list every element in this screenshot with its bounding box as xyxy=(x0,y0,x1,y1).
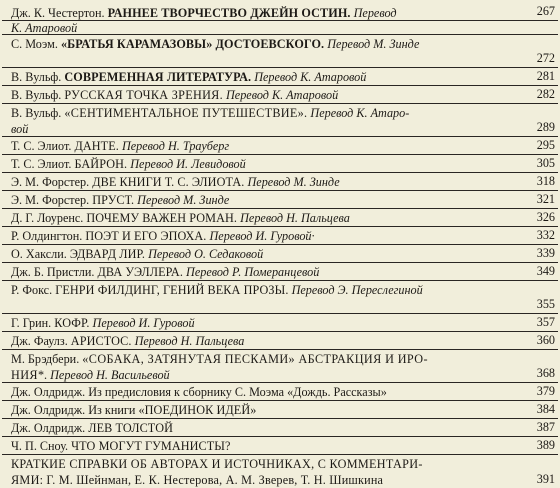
entry-title: КРАТКИЕ СПРАВКИ ОБ АВТОРАХ И ИСТОЧНИКАХ, С КОММЕНТАРИ- xyxy=(11,457,423,471)
entry-page: 332 xyxy=(536,228,555,242)
entry-line xyxy=(11,138,522,154)
entry-page: 282 xyxy=(536,87,555,101)
entry-page: 379 xyxy=(536,384,555,398)
entry-page: 389 xyxy=(536,438,555,452)
entry-title: «СЕНТИМЕНТАЛЬНОЕ ПУТЕШЕСТВИЕ». xyxy=(64,106,308,120)
entry-author: С. Моэм. xyxy=(11,37,58,51)
entry-translator-continued: К. Атаровой xyxy=(11,21,78,35)
entry-title: «СОБАКА, ЗАТЯНУТАЯ ПЕСКАМИ» АБСТРАКЦИЯ И ИРО- xyxy=(82,352,428,366)
entry-line xyxy=(11,156,522,172)
entry-title: РАННЕЕ ТВОРЧЕСТВО ДЖЕЙН ОСТИН. xyxy=(107,6,351,20)
toc-entry xyxy=(2,173,558,191)
entry-text: Из предисловия к сборнику С. Моэма «Дождь. Рассказы» xyxy=(88,385,387,399)
table-of-contents xyxy=(2,0,558,488)
entry-line xyxy=(11,333,522,349)
entry-translator: Перевод К. Атаровой xyxy=(226,88,339,102)
entry-title: ДВЕ КНИГИ Т. С. ЭЛИОТА. xyxy=(92,175,245,189)
entry-translator: Перевод М. Зинде xyxy=(137,193,230,207)
entry-title: КОФР. xyxy=(54,316,90,330)
entry-translator: Перевод К. Атаро- xyxy=(310,106,410,120)
entry-line-2 xyxy=(11,367,522,383)
entry-page: 368 xyxy=(536,366,555,380)
entry-line xyxy=(11,402,522,418)
toc-entry xyxy=(2,104,558,137)
toc-entry xyxy=(2,0,558,35)
entry-line xyxy=(11,105,522,121)
row-spacer xyxy=(2,21,558,35)
entry-author: Дж. Б. Пристли. xyxy=(11,265,95,279)
entry-author: Дж. Фаулз. xyxy=(11,334,68,348)
entry-title: ЭДВАРД ЛИР. xyxy=(69,247,146,261)
toc-entry xyxy=(2,263,558,281)
entry-page: 272 xyxy=(536,51,555,65)
entry-title: РУССКАЯ ТОЧКА ЗРЕНИЯ. xyxy=(64,88,223,102)
entry-title: ЧТО МОГУТ ГУМАНИСТЫ? xyxy=(71,439,231,453)
entry-page: 289 xyxy=(536,120,555,134)
entry-line-2 xyxy=(11,20,77,36)
entry-title: ДВА УЭЛЛЕРА. xyxy=(97,265,183,279)
entry-author: О. Хаксли. xyxy=(11,247,67,261)
entry-line-2 xyxy=(11,472,522,488)
toc-entry xyxy=(2,437,558,455)
toc-entry xyxy=(2,86,558,104)
entry-author: Э. М. Форстер. xyxy=(11,175,90,189)
entry-title: БАЙРОН. xyxy=(74,157,128,171)
toc-entry xyxy=(2,68,558,86)
entry-line xyxy=(11,246,522,262)
entry-translator: Перевод Н. Пальцева xyxy=(134,334,245,348)
entry-translator: Перевод О. Седаковой xyxy=(148,247,264,261)
entry-line xyxy=(11,69,522,85)
entry-title: ГЕНРИ ФИЛДИНГ, ГЕНИЙ ВЕКА ПРОЗЫ. xyxy=(55,283,289,297)
toc-entry xyxy=(2,281,558,314)
entry-page: 267 xyxy=(536,4,555,18)
entry-line xyxy=(11,420,522,436)
entry-translator: Перевод И. Левидовой xyxy=(130,157,246,171)
entry-page: 321 xyxy=(536,192,555,206)
entry-author: В. Вульф. xyxy=(11,70,62,84)
entry-author: Ч. П. Сноу. xyxy=(11,439,69,453)
entry-page: 339 xyxy=(536,246,555,260)
footnote-mark: *. xyxy=(37,368,48,382)
entry-translator: Перевод Э. Переслегиной xyxy=(291,283,423,297)
entry-translator: Перевод М. Зинде xyxy=(247,175,340,189)
entry-text: Из книги xyxy=(88,403,136,417)
toc-entry xyxy=(2,137,558,155)
entry-title: ПОЭТ И ЕГО ЭПОХА. xyxy=(85,229,207,243)
toc-entry xyxy=(2,209,558,227)
entry-author: Дж. Олдридж. xyxy=(11,403,86,417)
entry-line xyxy=(11,87,522,103)
entry-compilers: Г. М. Шейнман, Е. К. Нестерова, А. М. Зверев, Т. Н. Шишкина xyxy=(46,473,384,487)
entry-author: Г. Грин. xyxy=(11,316,52,330)
entry-title: «БРАТЬЯ КАРАМАЗОВЫ» ДОСТОЕВСКОГО. xyxy=(60,37,325,51)
entry-page: 326 xyxy=(536,210,555,224)
entry-page: 384 xyxy=(536,402,555,416)
entry-translator: Перевод Р. Померанцевой xyxy=(186,265,320,279)
entry-page: 355 xyxy=(536,297,555,311)
entry-title: ПРУСТ. xyxy=(92,193,135,207)
entry-line-2 xyxy=(11,121,522,137)
entry-page: 349 xyxy=(536,264,555,278)
entry-page: 360 xyxy=(536,333,555,347)
toc-entry xyxy=(2,35,558,68)
entry-title: «ПОЕДИНОК ИДЕЙ» xyxy=(138,403,257,417)
entry-line xyxy=(11,210,522,226)
entry-author: Р. Олдингтон. xyxy=(11,229,83,243)
entry-title: ДАНТЕ. xyxy=(74,139,119,153)
toc-entry xyxy=(2,455,558,488)
toc-entry xyxy=(2,332,558,350)
entry-title: ПОЧЕМУ ВАЖЕН РОМАН. xyxy=(86,211,238,225)
entry-translator: Перевод М. Зинде xyxy=(327,37,420,51)
entry-author: Э. М. Форстер. xyxy=(11,193,90,207)
entry-author: В. Вульф. xyxy=(11,88,62,102)
toc-entry xyxy=(2,191,558,209)
entry-page: 357 xyxy=(536,315,555,329)
entry-author: Т. С. Элиот. xyxy=(11,139,72,153)
entry-line xyxy=(11,174,522,190)
entry-author: Р. Фокс. xyxy=(11,283,53,297)
entry-translator: Перевод xyxy=(353,6,397,20)
entry-author: Дж. Олдридж. xyxy=(11,421,86,435)
entry-title: АРИСТОС. xyxy=(70,334,132,348)
entry-line xyxy=(11,438,522,454)
entry-page: 391 xyxy=(536,472,555,486)
entry-translator: Перевод К. Атаровой xyxy=(254,70,367,84)
entry-author: М. Брэдбери. xyxy=(11,352,80,366)
toc-entry xyxy=(2,155,558,173)
entry-title: ЛЕВ ТОЛСТОЙ xyxy=(88,421,173,435)
toc-entry xyxy=(2,227,558,245)
entry-author: Дж. К. Честертон. xyxy=(11,6,105,20)
entry-title-continued: НИЯ xyxy=(11,368,38,382)
entry-translator: Перевод Н. Пальцева xyxy=(240,211,350,225)
entry-line xyxy=(11,384,522,400)
entry-line xyxy=(11,456,522,472)
entry-line xyxy=(11,192,522,208)
entry-line xyxy=(11,264,522,280)
entry-translator-continued: вой xyxy=(11,122,29,136)
entry-translator: Перевод И. Гуровой· xyxy=(209,229,315,243)
entry-page: 295 xyxy=(536,138,555,152)
entry-author: Т. С. Элиот. xyxy=(11,157,72,171)
entry-author: Д. Г. Лоуренс. xyxy=(11,211,84,225)
toc-entry xyxy=(2,245,558,263)
entry-author: Дж. Олдридж. xyxy=(11,385,86,399)
toc-entry xyxy=(2,350,558,383)
entry-author: В. Вульф. xyxy=(11,106,62,120)
entry-page: 281 xyxy=(536,69,555,83)
entry-line xyxy=(11,36,522,52)
toc-entry xyxy=(2,419,558,437)
entry-line xyxy=(11,351,522,367)
entry-title-continued: ЯМИ: xyxy=(11,473,44,487)
entry-page: 318 xyxy=(536,174,555,188)
entry-translator: Перевод Н. Васильевой xyxy=(50,368,170,382)
entry-line xyxy=(11,315,522,331)
entry-translator: Перевод И. Гуровой xyxy=(92,316,195,330)
entry-line xyxy=(11,228,522,244)
entry-page: 387 xyxy=(536,420,555,434)
toc-entry xyxy=(2,314,558,332)
entry-translator: Перевод Н. Трауберг xyxy=(121,139,230,153)
toc-entry xyxy=(2,383,558,401)
entry-page: 305 xyxy=(536,156,555,170)
entry-title: СОВРЕМЕННАЯ ЛИТЕРАТУРА. xyxy=(64,70,252,84)
entry-line xyxy=(11,5,522,21)
entry-line xyxy=(11,282,522,298)
toc-entry xyxy=(2,401,558,419)
